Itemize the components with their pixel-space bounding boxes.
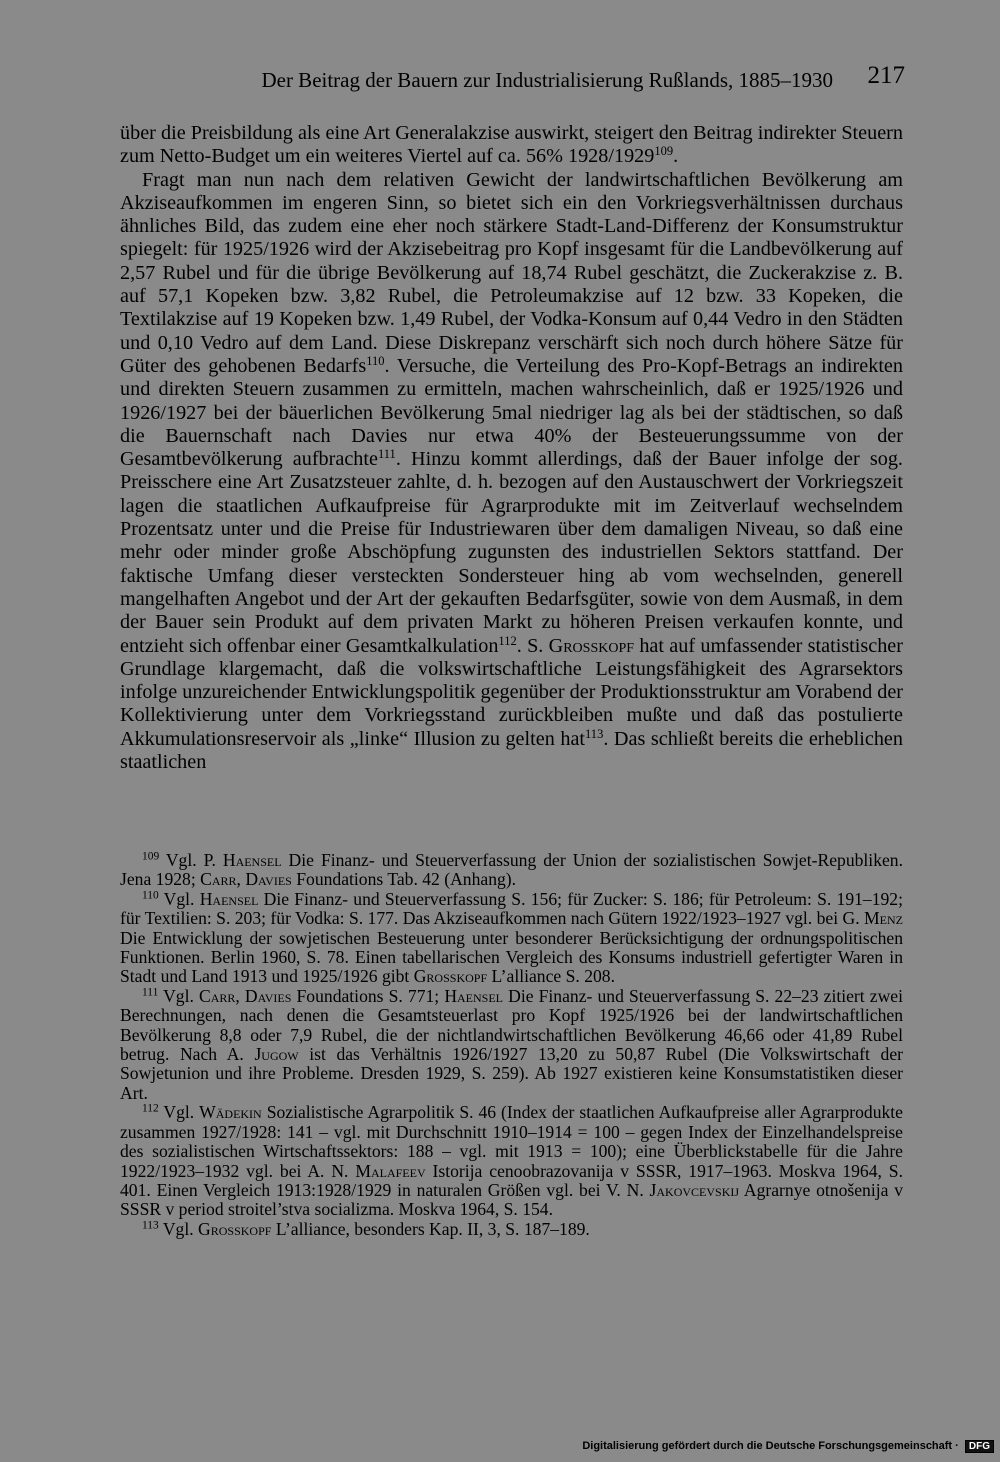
credit-text: Digitalisierung gefördert durch die Deutsche Forschungsgemeinschaft: [582, 1440, 953, 1452]
footnotes: [120, 851, 903, 1239]
footnote-113: $^{113}$ Vgl. Grosskopf L’alliance, besonders Kap. II, 3, S. 187–189.: [142, 1218, 590, 1239]
running-header: [120, 62, 905, 100]
footnote-110: $^{110}$ Vgl. Haensel Die Finanz- und Steuerverfassung S. 156; für Zucker: S. 186; für Petroleum: S. 191–192; für Textilien: S. 203; für Vodka: S. 177. Das Akziseaufkommen nach Gütern 1922/1923–1927 vgl. bei G. Menz Die Entwicklung der sowjetischen Besteuerung unter besonderer Berücksichtigung der ordnungspolitischen Funktionen. Berlin 1960, S. 78. Einen tabellarischen Vergleich des Konsums industriell gefertigter Waren in Stadt und Land 1913 und 1925/1926 gibt Grosskopf L’alliance S. 208.: [120, 888, 903, 987]
dfg-logo: DFG: [965, 1440, 994, 1453]
running-title: Der Beitrag der Bauern zur Industrialisierung Rußlands, 1885–1930: [261, 68, 833, 92]
footnote-109: $^{109}$ Vgl. P. Haensel Die Finanz- und Steuerverfassung der Union der sozialistischen Sowjet-Republiken. Jena 1928; Carr, Davies Foundations Tab. 42 (Anhang).: [120, 850, 903, 890]
footnote-111: $^{111}$ Vgl. Carr, Davies Foundations S. 771; Haensel Die Finanz- und Steuerverfassung S. 22–23 zitiert zwei Berechnungen, nach denen die Gesamtsteuerlast pro Kopf 1925/1926 bei der landwirtschaftlichen Bevölkerung 8,8 oder 7,9 Rubel, die der nichtlandwirtschaftlichen Bevölkerung 46,66 oder 41,89 Rubel betrug. Nach A. Jugow ist das Verhältnis 1926/1927 13,20 zu 50,87 Rubel (Die Volkswirtschaft der Sowjetunion und ihre Probleme. Dresden 1929, S. 259). Ab 1927 existieren keine Konsumstatistiken dieser Art.: [120, 985, 903, 1103]
footnote-112: $^{112}$ Vgl. Wädekin Sozialistische Agrarpolitik S. 46 (Index der staatlichen Aufkaufpreise aller Agrarprodukte zusammen 1927/1928: 141 – vgl. mit Durchschnitt 1910–1914 = 100 – gegen Index der Einzelhandelspreise des sozialistischen Wirtschaftssektors: 188 – vgl. mit 1913 = 100); eine Überblickstabelle für die Jahre 1922/1923–1932 vgl. bei A. N. Malafeev Istorija cenoobrazovanija v SSSR, 1917–1963. Moskva 1964, S. 401. Einen Vergleich 1913:1928/1929 in naturalen Größen vgl. bei V. N. Jakovcevskij Agrarnye otnošenija v SSSR v period stroitel’stva socializma. Moskva 1964, S. 154.: [120, 1102, 903, 1220]
paragraph: über die Preisbildung als eine Art Generalakzise auswirkt, steigert den Beitrag indirekter Steuern zum Netto-Budget um ein weiteres Viertel auf ca. 56% 1928/1929$^{109}$.: [120, 122, 903, 168]
digitization-credit: Digitalisierung gefördert durch die Deutsche Forschungsgemeinschaft · DFG: [582, 1440, 994, 1453]
main-text: [120, 122, 903, 774]
page-number: 217: [867, 62, 905, 89]
paragraph: Fragt man nun nach dem relativen Gewicht der landwirtschaftlichen Bevölkerung am Akziseaufkommen im engeren Sinn, so bietet sich ein den Vorkriegsverhältnissen durchaus ähnliches Bild, das zudem eine eher noch stärkere Stadt-Land-Differenz der Konsumstruktur spiegelt: für 1925/1926 wird der Akzisebeitrag pro Kopf insgesamt für die Landbevölkerung auf 2,57 Rubel und für die übrige Bevölkerung auf 18,74 Rubel geschätzt, die Zuckerakzise z. B. auf 57,1 Kopeken bzw. 3,82 Rubel, die Petroleumakzise auf 12 bzw. 33 Kopeken, die Textilakzise auf 19 Kopeken bzw. 1,49 Rubel, der Vodka-Konsum auf 0,44 Vedro in den Städten und 0,10 Vedro auf dem Land. Diese Diskrepanz verschärft sich noch durch höhere Sätze für Güter des gehobenen Bedarfs$^{110}$. Versuche, die Verteilung des Pro-Kopf-Betrags an indirekten und direkten Steuern zusammen zu ermitteln, machen wahrscheinlich, daß er 1925/1926 und 1926/1927 bei der bäuerlichen Bevölkerung 5mal niedriger lag als bei der städtischen, so daß die Bauernschaft nach Davies nur etwa 40% der Besteuerungssumme von der Gesamtbevölkerung aufbrachte$^{111}$. Hinzu kommt allerdings, daß der Bauer infolge der sog. Preisschere eine Art Zusatzsteuer zahlte, d. h. bezogen auf den Austauschwert der Vorkriegszeit lagen die staatlichen Aufkaufpreise für Agrarprodukte mit im Zeitverlauf wechselndem Prozentsatz unter und die Preise für Industriewaren über dem damaligen Niveau, so daß eine mehr oder minder große Abschöpfung zugunsten des industriellen Sektors stattfand. Der faktische Umfang dieser versteckten Sondersteuer hing ab vom wechselnden, generell mangelhaften Angebot und der Art der gekauften Bedarfsgüter, sowie von dem Ausmaß, in dem der Bauer sein Produkt auf dem privaten Markt zu höheren Preisen verkaufen konnte, und entzieht sich offenbar einer Gesamtkalkulation$^{112}$. S. Grosskopf hat auf umfassender statistischer Grundlage klargemacht, daß die volkswirtschaftliche Leistungsfähigkeit des Agrarsektors infolge unzureichender Entwicklungspolitik gegenüber der Produktionsstruktur am Vorabend der Kollektivierung unter dem Vorkriegsstand zurückbleiben mußte und daß das postulierte Akkumulationsreservoir als „linke“ Illusion zu gelten hat$^{113}$. Das schließt bereits die erheblichen staatlichen: [120, 168, 904, 774]
